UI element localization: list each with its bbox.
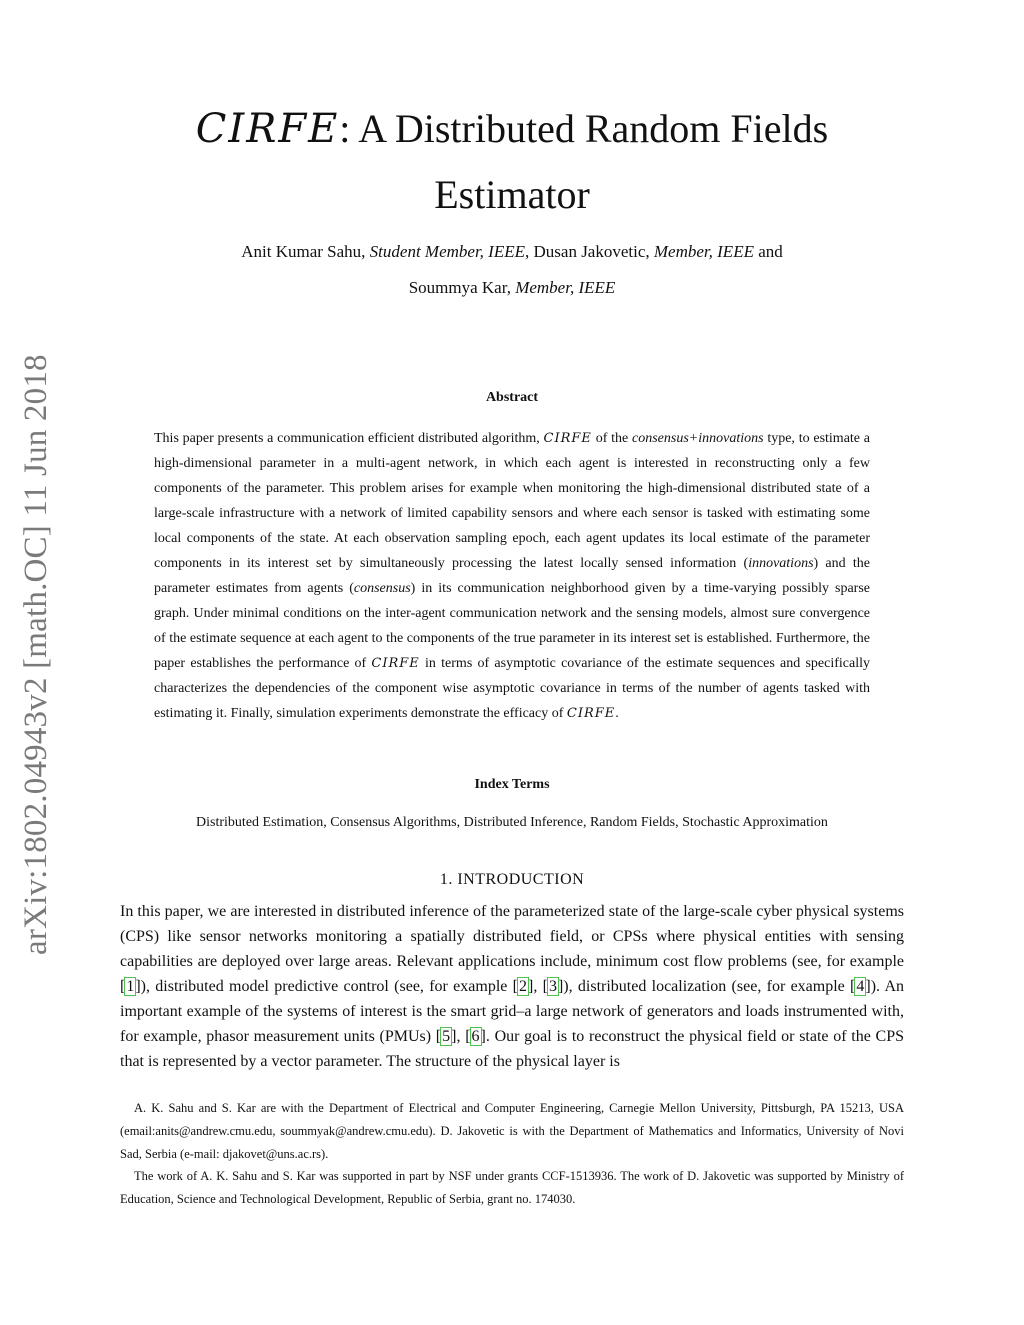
footnote-affiliations: A. K. Sahu and S. Kar are with the Department of Electrical and Computer Engineering, Carnegie Mellon University, Pittsburgh, PA 15213, USA (email:anits@andrew.cmu.edu, soummyak@andrew.cmu.edu). D. Jakovetic is with the Department of Mathematics and Informatics, University of Novi Sad, Serbia (e-mail: djakovet@uns.ac.rs). [120, 1101, 904, 1161]
author1-role: Student Member, IEEE [369, 242, 525, 261]
introduction-text [120, 899, 904, 1074]
title-line1-rest: : A Distributed Random Fields [339, 106, 829, 151]
citation-link-5[interactable]: 5 [442, 1028, 451, 1045]
intro-segment-7: ]. Our goal is to reconstruct the physical field or state of the CPS that is represented by a vector parameter. The structure of the physical layer is [120, 1028, 905, 1070]
author3-name: Soummya Kar, [408, 278, 516, 297]
author2-name: , Dusan Jakovetic, [525, 242, 654, 261]
abstract-heading: Abstract [485, 390, 539, 405]
abstract-acronym-1: CIRFE [543, 431, 592, 446]
intro-segment-1: In this paper, we are interested in distributed inference of the parameterized state of the large-scale cyber physical systems (CPS) like sensor networks monitoring a spatially distributed field, or CPSs where physical entities with sensing capabilities are deployed over large areas. Relevant applications include, minimum cost flow problems (see, for example [ [120, 903, 904, 995]
author3-role: Member, IEEE [515, 278, 616, 297]
author2-role: Member, IEEE [653, 242, 754, 261]
intro-segment-3: ], [ [528, 978, 548, 995]
abstract-text [154, 426, 870, 726]
arxiv-identifier-stamp: arXiv:1802.04943v2 [math.OC] 11 Jun 2018 [18, 354, 54, 955]
abstract-segment-7: . [615, 706, 619, 721]
abstract-emphasis-innovations: innovations [748, 556, 814, 571]
abstract-acronym-3: CIRFE [566, 706, 616, 721]
author1-name: Anit Kumar Sahu, [241, 242, 370, 261]
abstract-emphasis-consensus: consensus [353, 581, 411, 596]
author-conjunction: and [753, 242, 783, 261]
intro-segment-6: ], [ [451, 1028, 471, 1045]
abstract-emphasis-consensus-innovations: consensus+innovations [632, 431, 764, 446]
abstract-segment-4: ) and the parameter estimates from agents ( [154, 556, 870, 596]
footnote-funding: The work of A. K. Sahu and S. Kar was supported in part by NSF under grants CCF-1513936. The work of D. Jakovetic was supported by Ministry of Education, Science and Technological Development, Republic of Serbia, grant no. 174030. [120, 1169, 904, 1206]
citation-link-2[interactable]: 2 [519, 978, 527, 995]
intro-segment-4: ]), distributed localization (see, for example [ [557, 978, 856, 995]
paper-title [120, 96, 904, 228]
index-terms-heading: Index Terms [474, 777, 550, 792]
citation-link-6[interactable]: 6 [471, 1028, 480, 1045]
title-line2: Estimator [434, 172, 590, 217]
author-list [120, 234, 904, 306]
abstract-segment-5: ) in its communication neighborhood given by a time-varying possibly sparse graph. Under minimal conditions on the inter-agent communication network and the sensing models, almost sure convergence of the estimate sequence at each agent to the components of the true parameter in its interest set is established. Furthermore, the paper establishes the performance of [154, 581, 870, 671]
abstract-segment-3: type, to estimate a high-dimensional parameter in a multi-agent network, in which each agent is interested in reconstructing only a few components of the parameter. This problem arises for example when monitoring the high-dimensional distributed state of a large-scale infrastructure with a network of limited capability sensors and where each sensor is tasked with estimating some local components of the state. At each observation sampling epoch, each agent updates its local estimate of the parameter components in its interest set by simultaneously processing the latest locally sensed information ( [154, 431, 871, 571]
introduction-heading: 1. INTRODUCTION [439, 871, 585, 888]
citation-link-3[interactable]: 3 [548, 978, 557, 995]
intro-segment-2: ]), distributed model predictive control (see, for example [ [135, 978, 518, 995]
citation-link-1[interactable]: 1 [126, 978, 135, 995]
abstract-segment-1: This paper presents a communication efficient distributed algorithm, [154, 431, 544, 446]
abstract-segment-2: of the [591, 431, 632, 446]
citation-link-4[interactable]: 4 [856, 978, 865, 995]
index-terms-text: Distributed Estimation, Consensus Algorithms, Distributed Inference, Random Fields, Stochastic Approximation [196, 815, 828, 830]
abstract-segment-6: in terms of asymptotic covariance of the estimate sequences and specifically characterizes the dependencies of the component wise asymptotic covariance in terms of the number of agents tasked with estimating it. Finally, simulation experiments demonstrate the efficacy of [154, 656, 870, 721]
intro-segment-5: ]). An important example of the systems of interest is the smart grid–a large network of generators and loads instrumented with, for example, phasor measurement units (PMUs) [ [120, 978, 905, 1045]
abstract-acronym-2: CIRFE [371, 656, 420, 671]
title-acronym: CIRFE [195, 106, 340, 152]
